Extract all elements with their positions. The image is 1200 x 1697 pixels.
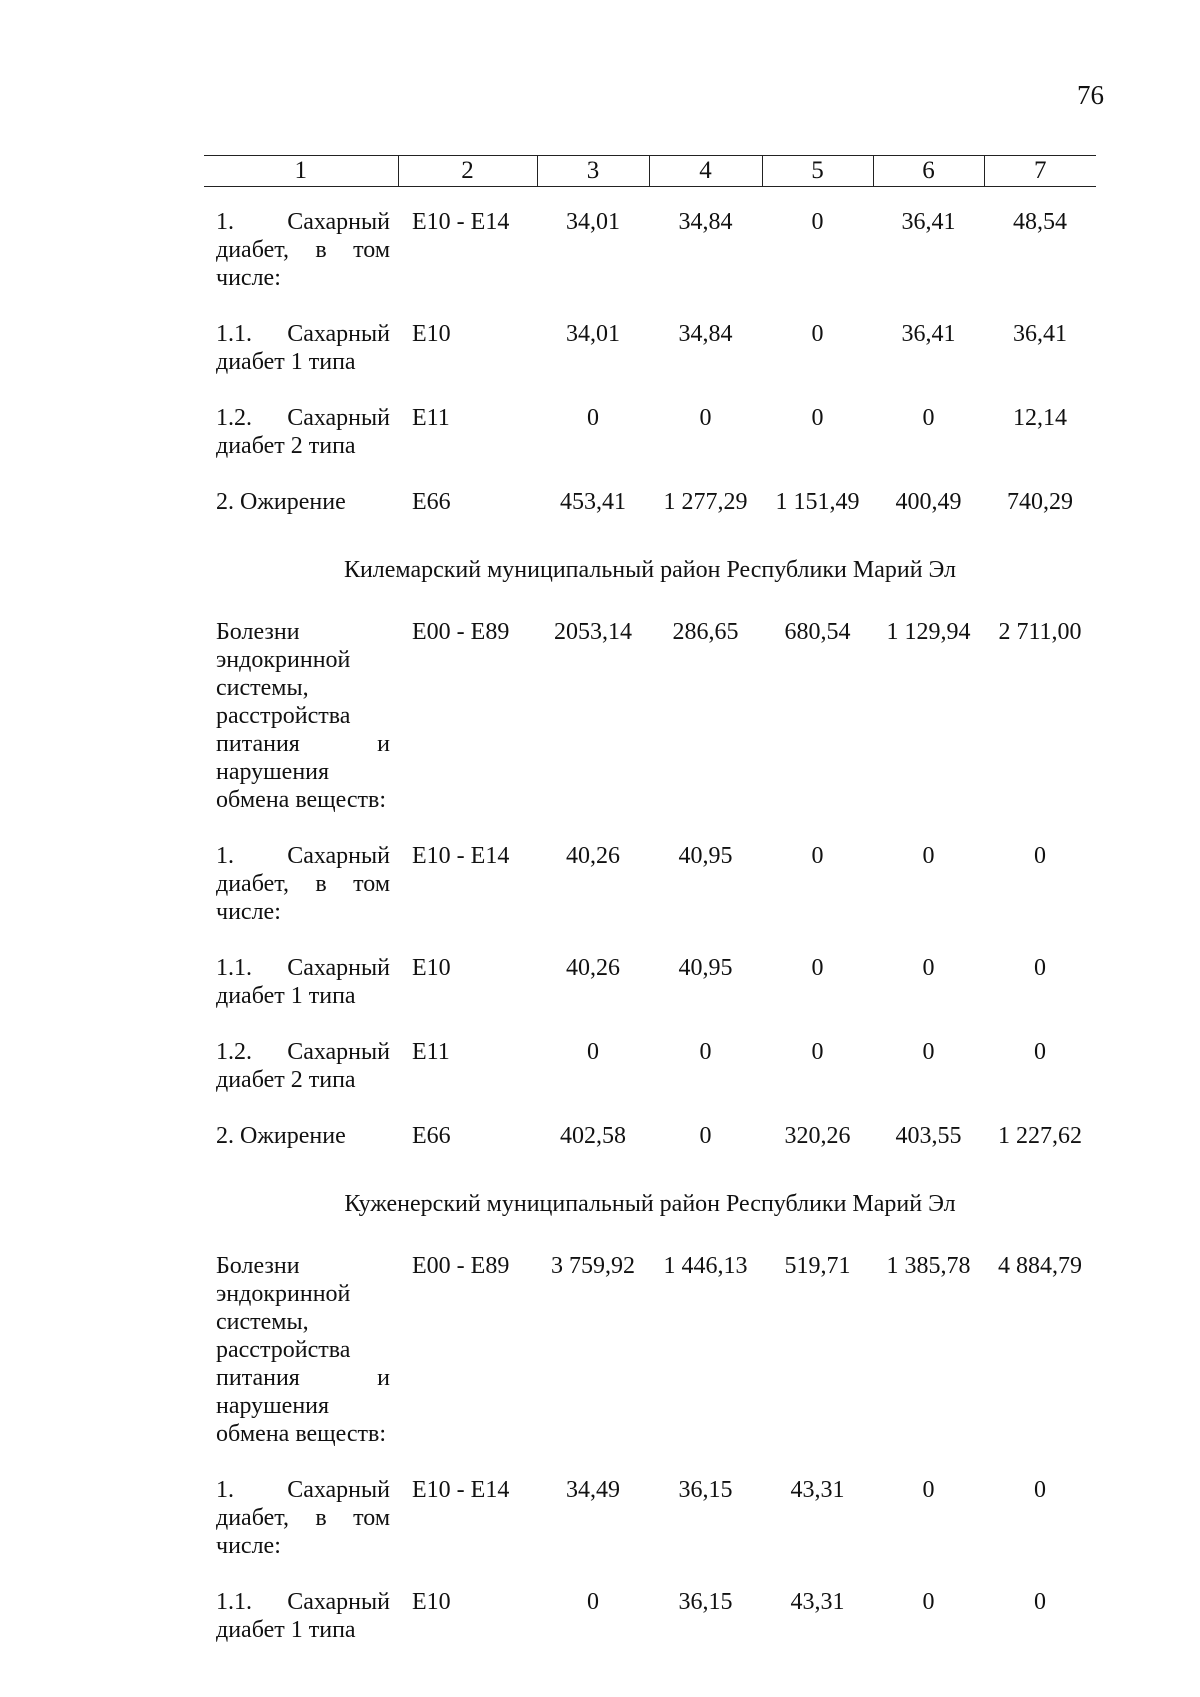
table-row [204, 618, 1096, 842]
row-name-cell: 1. Сахарный диабет, в том числе: [216, 209, 390, 291]
icd-code-cell: E00 - E89 [412, 1253, 510, 1279]
row-name-cell: 1.1. Сахарный диабет 1 типа [216, 1589, 390, 1643]
value-cell: 36,41 [1013, 321, 1067, 347]
value-cell: 36,41 [901, 209, 956, 235]
value-cell: 1 227,62 [998, 1123, 1082, 1149]
value-cell: 3 759,92 [551, 1253, 635, 1279]
value-cell: 0 [699, 405, 712, 431]
value-cell: 0 [587, 1039, 599, 1065]
value-cell: 2053,14 [554, 619, 632, 645]
value-cell: 0 [922, 405, 935, 431]
icd-code-cell: E00 - E89 [412, 619, 510, 645]
icd-code-cell: E11 [412, 1039, 450, 1065]
section-heading: Куженерский муниципальный район Республики Марий Эл [344, 1191, 956, 1217]
value-cell: 34,49 [566, 1477, 620, 1503]
value-cell: 34,01 [566, 321, 620, 347]
section-heading-row [204, 1178, 1096, 1252]
row-name-cell: 2. Ожирение [216, 1123, 346, 1149]
value-cell: 519,71 [784, 1253, 851, 1279]
value-cell: 0 [922, 843, 935, 869]
table-row [204, 1038, 1096, 1122]
value-cell: 40,95 [678, 843, 733, 869]
icd-code-cell: E10 [412, 955, 451, 981]
icd-code-cell: E11 [412, 405, 450, 431]
value-cell: 286,65 [672, 619, 739, 645]
value-cell: 0 [922, 1039, 935, 1065]
value-cell: 36,41 [901, 321, 956, 347]
icd-code-cell: E10 - E14 [412, 209, 510, 235]
row-name-cell: 1. Сахарный диабет, в том числе: [216, 1477, 390, 1559]
value-cell: 0 [699, 1039, 712, 1065]
icd-code-cell: E66 [412, 489, 451, 515]
data-table [204, 208, 1096, 1672]
section-heading: Килемарский муниципальный район Республики Марий Эл [343, 557, 957, 583]
value-cell: 0 [1034, 1589, 1046, 1615]
value-cell: 0 [811, 405, 824, 431]
table-row [204, 1122, 1096, 1178]
value-cell: 34,84 [678, 209, 733, 235]
column-header: 3 [537, 156, 649, 187]
value-cell: 43,31 [790, 1477, 845, 1503]
value-cell: 320,26 [784, 1123, 851, 1149]
value-cell: 0 [587, 1589, 599, 1615]
value-cell: 40,26 [566, 843, 620, 869]
row-name-cell: Болезни эндокринной системы, расстройства питания и нарушения обмена веществ: [216, 1253, 390, 1447]
column-header: 2 [398, 156, 537, 187]
value-cell: 0 [1034, 1477, 1046, 1503]
value-cell: 0 [811, 843, 824, 869]
icd-code-cell: E10 [412, 321, 451, 347]
value-cell: 12,14 [1013, 405, 1067, 431]
value-cell: 34,84 [678, 321, 733, 347]
value-cell: 40,95 [678, 955, 733, 981]
icd-code-cell: E10 - E14 [412, 1477, 510, 1503]
table-row [204, 954, 1096, 1038]
value-cell: 36,15 [678, 1477, 733, 1503]
value-cell: 403,55 [895, 1123, 962, 1149]
row-name-cell: 1.2. Сахарный диабет 2 типа [216, 405, 390, 459]
value-cell: 1 277,29 [663, 489, 748, 515]
value-cell: 0 [811, 321, 824, 347]
value-cell: 680,54 [784, 619, 851, 645]
value-cell: 1 385,78 [886, 1253, 971, 1279]
value-cell: 1 151,49 [775, 489, 860, 515]
value-cell: 0 [1034, 955, 1046, 981]
value-cell: 48,54 [1013, 209, 1067, 235]
row-name-cell: 2. Ожирение [216, 489, 346, 515]
value-cell: 0 [922, 1477, 935, 1503]
data-table-body [204, 208, 1096, 1672]
value-cell: 402,58 [560, 1123, 626, 1149]
value-cell: 0 [811, 209, 824, 235]
section-heading-row [204, 544, 1096, 618]
column-header: 7 [984, 156, 1096, 187]
value-cell: 400,49 [895, 489, 962, 515]
row-name-cell: Болезни эндокринной системы, расстройства питания и нарушения обмена веществ: [216, 619, 390, 813]
row-name-cell: 1.2. Сахарный диабет 2 типа [216, 1039, 390, 1093]
icd-code-cell: E66 [412, 1123, 451, 1149]
value-cell: 1 446,13 [663, 1253, 748, 1279]
table-row [204, 842, 1096, 954]
value-cell: 740,29 [1007, 489, 1073, 515]
icd-code-cell: E10 - E14 [412, 843, 510, 869]
table-row [204, 208, 1096, 320]
table-row [204, 488, 1096, 544]
row-name-cell: 1.1. Сахарный диабет 1 типа [216, 321, 390, 375]
value-cell: 1 129,94 [886, 619, 971, 645]
value-cell: 0 [811, 1039, 824, 1065]
column-header-row [204, 156, 1096, 187]
value-cell: 0 [922, 1589, 935, 1615]
value-cell: 2 711,00 [998, 619, 1082, 645]
column-header: 5 [762, 156, 873, 187]
icd-code-cell: E10 [412, 1589, 451, 1615]
value-cell: 453,41 [560, 489, 626, 515]
value-cell: 0 [922, 955, 935, 981]
value-cell: 0 [699, 1123, 712, 1149]
value-cell: 36,15 [678, 1589, 733, 1615]
value-cell: 0 [587, 405, 599, 431]
page-number: 76 [1077, 80, 1104, 110]
column-header: 4 [649, 156, 762, 187]
column-header: 1 [204, 156, 398, 187]
table-row [204, 1588, 1096, 1672]
table-row [204, 320, 1096, 404]
table-row [204, 404, 1096, 488]
value-cell: 34,01 [566, 209, 620, 235]
table-row [204, 1252, 1096, 1476]
value-cell: 4 884,79 [998, 1253, 1082, 1279]
column-header-table [204, 155, 1096, 187]
value-cell: 0 [811, 955, 824, 981]
value-cell: 43,31 [790, 1589, 845, 1615]
value-cell: 0 [1034, 843, 1046, 869]
row-name-cell: 1.1. Сахарный диабет 1 типа [216, 955, 390, 1009]
row-name-cell: 1. Сахарный диабет, в том числе: [216, 843, 390, 925]
table-row [204, 1476, 1096, 1588]
value-cell: 40,26 [566, 955, 620, 981]
value-cell: 0 [1034, 1039, 1046, 1065]
column-header: 6 [873, 156, 984, 187]
